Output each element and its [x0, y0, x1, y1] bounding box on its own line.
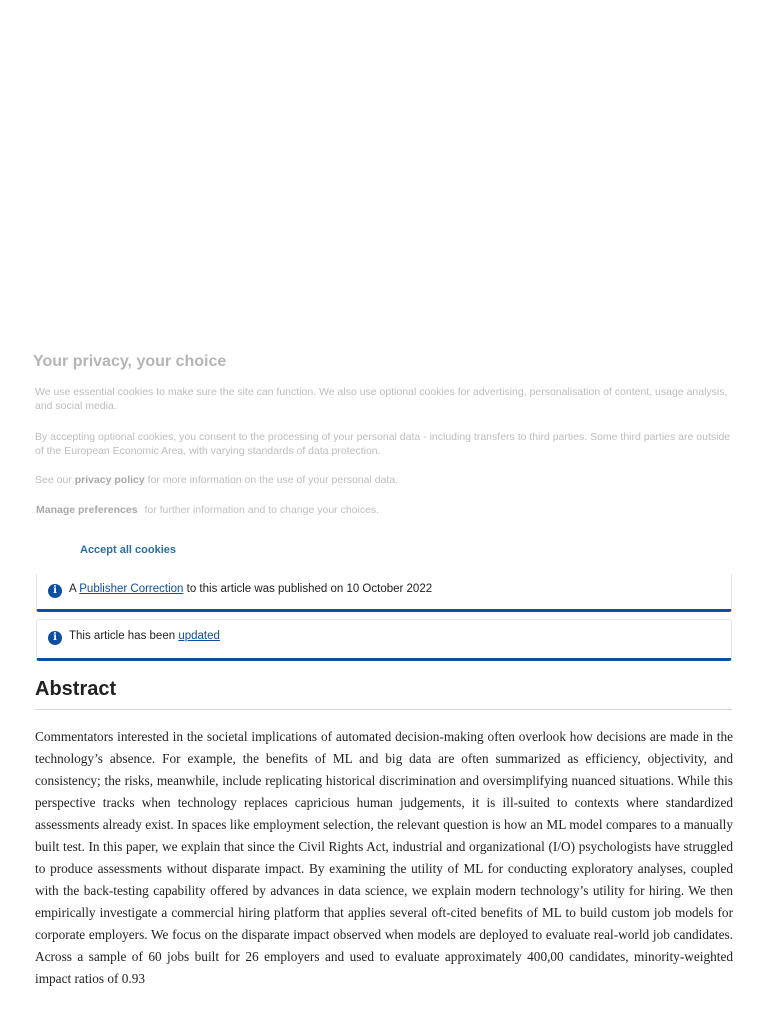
manage-preferences-row	[36, 504, 379, 516]
manage-preferences-suffix: for further information and to change your choices.	[144, 504, 380, 516]
abstract-divider	[35, 709, 732, 710]
accept-all-cookies-button[interactable]: Accept all cookies	[80, 544, 176, 556]
blank-page-area	[0, 0, 768, 340]
privacy-prefix: See our	[35, 474, 72, 486]
correction-notice-text	[69, 583, 432, 595]
manage-preferences-button[interactable]: Manage preferences	[36, 504, 138, 516]
abstract-text: Commentators interested in the societal implications of automated decision-making often overlook how decisions are made in the technology’s absence. For example, the benefits of ML and big data are often summarized as efficiency, objectivity, and consistency; the risks, meanwhile, include replicating historical discrimination and oversimplifying nuanced situations. While this perspective tracks when technology replaces capricious human judgements, it is ill-suited to contexts where standardized assessments already exist. In spaces like employment selection, the relevant question is how an ML model compares to a manually built test. In this paper, we explain that since the Civil Rights Act, industrial and organizational (I/O) psychologists have struggled to produce assessments without disparate impact. By examining the utility of ML for conducting exploratory analyses, coupled with the back-testing capability offered by advances in data science, we explain modern technology’s utility for hiring. We then empirically investigate a commercial hiring platform that applies several oft-cited benefits of ML to build custom job models for corporate employers. We focus on the disparate impact observed when models are deployed to evaluate real-world job candidates. Across a sample of 60 jobs built for 26 employers and used to evaluate approximately 400,00 candidates, minority-weighted impact ratios of 0.93	[35, 729, 733, 986]
cookie-paragraph-1: We use essential cookies to make sure the site can function. We also use optional cookies for advertising, personalisation of content, usage analysis, and social media.	[35, 386, 728, 412]
updated-link[interactable]: updated	[178, 630, 220, 642]
privacy-policy-link[interactable]: privacy policy	[74, 474, 145, 486]
info-icon: i	[48, 631, 62, 645]
abstract-heading: Abstract	[35, 678, 117, 700]
publisher-correction-link[interactable]: Publisher Correction	[79, 583, 184, 595]
cookie-paragraph-2: By accepting optional cookies, you consent to the processing of your personal data - including transfers to third parties. Some third parties are outside of the European Economic Area, with varying standards of data protection.	[35, 431, 731, 457]
info-icon: i	[48, 584, 62, 598]
correction-suffix: to this article was published on 10 October 2022	[186, 583, 433, 595]
publisher-correction-notice	[36, 574, 732, 612]
cookie-banner	[0, 340, 768, 572]
privacy-suffix: for more information on the use of your personal data.	[147, 474, 399, 486]
cookie-paragraph-3	[35, 473, 735, 487]
update-prefix: This article has been	[69, 630, 176, 642]
cookie-banner-title: Your privacy, your choice	[33, 353, 227, 370]
article-updated-notice	[36, 619, 732, 661]
update-notice-text	[69, 630, 220, 642]
correction-prefix: A	[69, 583, 77, 595]
